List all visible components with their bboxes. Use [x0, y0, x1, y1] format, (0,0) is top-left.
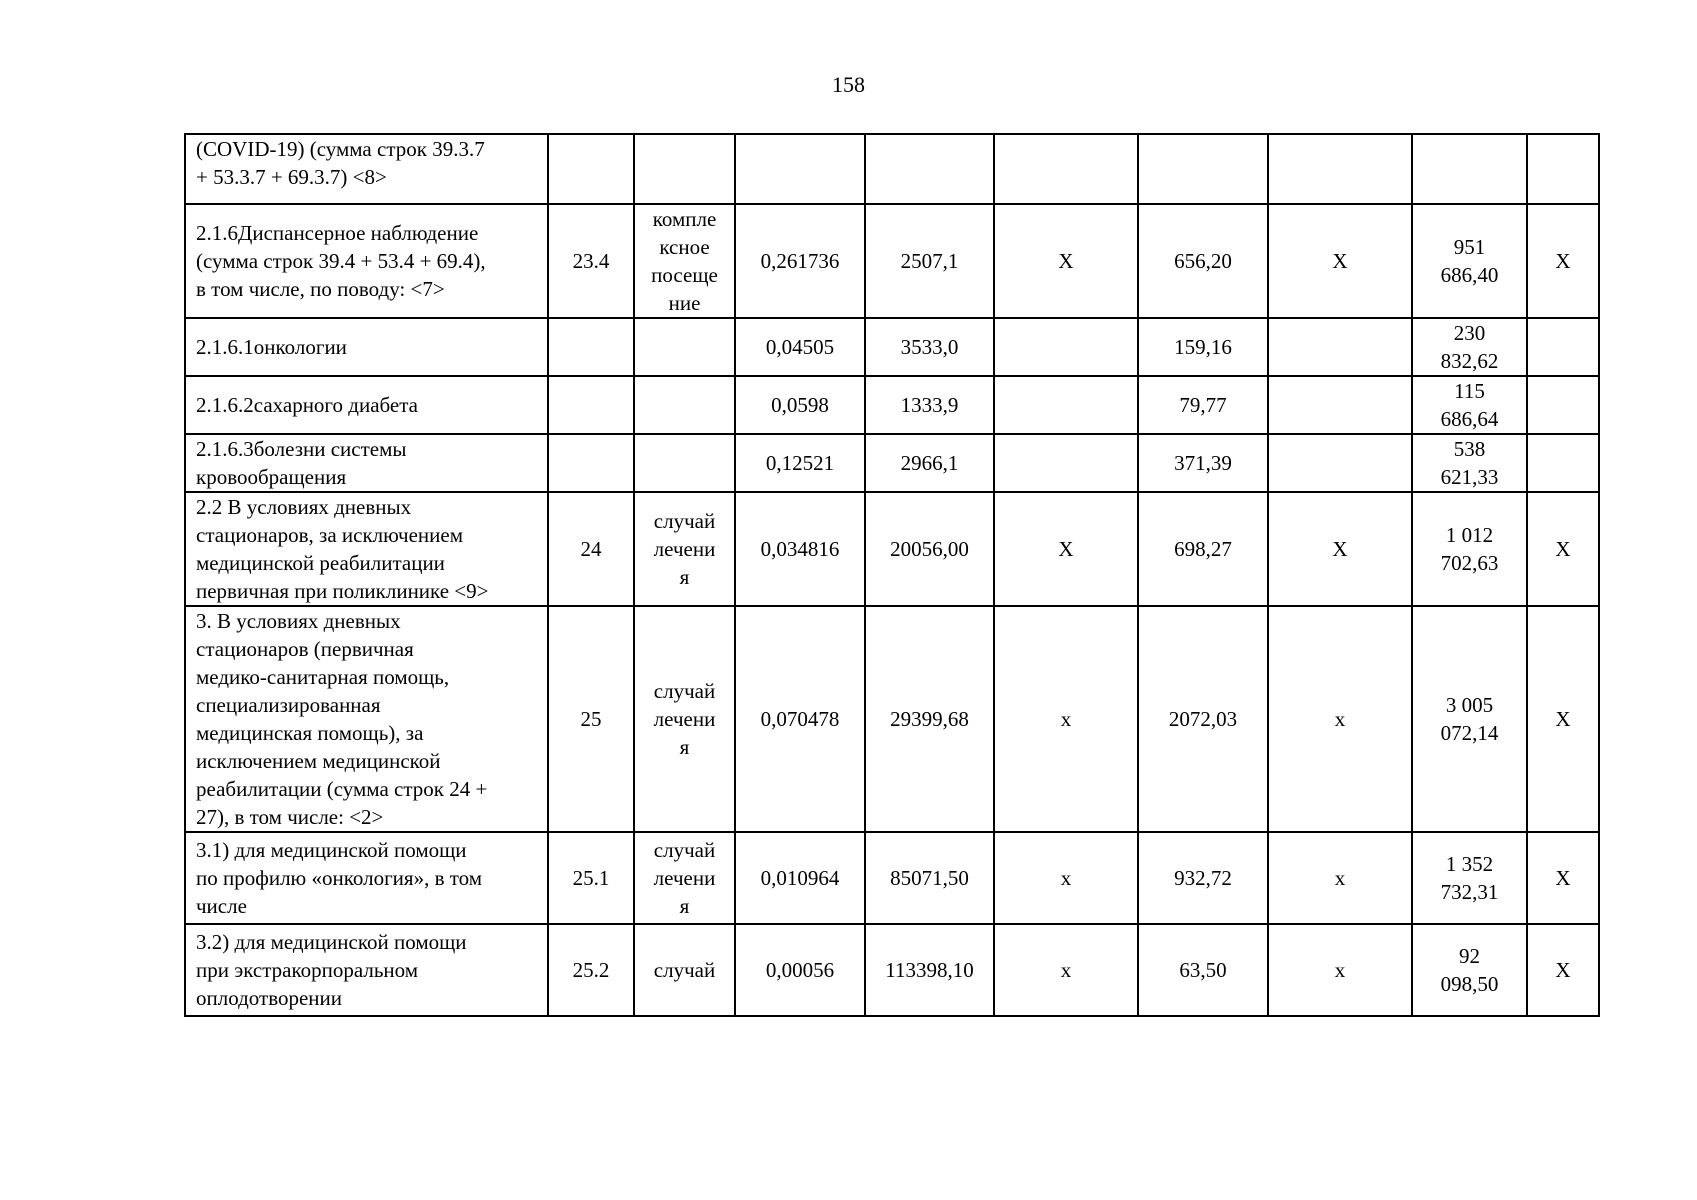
row-name-cell — [185, 492, 548, 606]
data-table — [184, 133, 1600, 1017]
unit-cell — [634, 204, 735, 318]
cell-text: 159,16 — [1174, 335, 1232, 359]
cell-text: 25 — [580, 707, 602, 731]
cell-text: 2.1.6.1онкологии — [196, 335, 347, 359]
page-number: 158 — [832, 72, 865, 97]
x-mark-cell — [1527, 204, 1599, 318]
volume-cell — [735, 134, 865, 204]
cell-text: 1 012 702,63 — [1440, 523, 1499, 575]
unit-cell — [634, 318, 735, 376]
volume-cell — [735, 204, 865, 318]
x-mark-cell — [1268, 204, 1412, 318]
volume-cell — [735, 924, 865, 1016]
cost-cell — [865, 492, 994, 606]
unit-cell — [634, 492, 735, 606]
x-mark-cell — [1527, 832, 1599, 924]
cell-text: x — [1334, 707, 1346, 731]
amount-cell — [1138, 204, 1268, 318]
x-mark-cell — [994, 606, 1138, 832]
x-mark-cell — [1268, 924, 1412, 1016]
volume-cell — [735, 492, 865, 606]
amount-cell — [1138, 832, 1268, 924]
x-mark-cell — [994, 492, 1138, 606]
x-mark-cell — [994, 134, 1138, 204]
row-name-cell — [185, 606, 548, 832]
cell-text: 371,39 — [1174, 451, 1232, 475]
unit-cell — [634, 434, 735, 492]
cell-text: случай — [653, 958, 716, 982]
volume-cell — [735, 832, 865, 924]
cell-text: X — [1555, 866, 1571, 890]
table-row — [185, 318, 1599, 376]
cell-text: 0,00056 — [765, 958, 835, 982]
table-row — [185, 606, 1599, 832]
table-row — [185, 376, 1599, 434]
cell-text: 3.2) для медицинской помощи при экстракорпоральном оплодотворении — [196, 930, 467, 1010]
row-code-cell — [548, 832, 634, 924]
cell-text: 932,72 — [1174, 866, 1232, 890]
cell-text: X — [1555, 537, 1571, 561]
cell-text: 92 098,50 — [1440, 944, 1499, 996]
row-name-cell — [185, 924, 548, 1016]
amount-cell — [1138, 434, 1268, 492]
cost-cell — [865, 318, 994, 376]
cell-text: 1 352 732,31 — [1440, 852, 1499, 904]
x-mark-cell — [1527, 924, 1599, 1016]
cell-text: 2.1.6.3болезни системы кровообращения — [196, 437, 407, 489]
cost-cell — [865, 832, 994, 924]
unit-cell — [634, 376, 735, 434]
cell-text: 1333,9 — [900, 393, 959, 417]
x-mark-cell — [1527, 318, 1599, 376]
row-code-cell — [548, 924, 634, 1016]
cell-text: X — [1058, 249, 1074, 273]
x-mark-cell — [994, 204, 1138, 318]
table-body — [185, 134, 1599, 1016]
cell-text: 113398,10 — [885, 958, 974, 982]
cell-text: 3. В условиях дневных стационаров (первичная медико-санитарная помощь, специализированная медицинская помощь), за исключением медицинской реабилитации (сумма строк 24 + 27), в том числе: <2> — [196, 609, 488, 829]
cell-text: 0,261736 — [760, 249, 840, 273]
cell-text: 20056,00 — [890, 537, 969, 561]
table-row — [185, 204, 1599, 318]
row-code-cell — [548, 492, 634, 606]
total-cell — [1412, 134, 1527, 204]
x-mark-cell — [1268, 134, 1412, 204]
cell-text: 2.1.6.2сахарного диабета — [196, 393, 418, 417]
unit-cell — [634, 134, 735, 204]
table-row — [185, 832, 1599, 924]
cell-text: 25.2 — [572, 958, 610, 982]
cell-text: 0,070478 — [760, 707, 840, 731]
row-name-cell — [185, 434, 548, 492]
row-name-cell — [185, 134, 548, 204]
x-mark-cell — [1268, 376, 1412, 434]
x-mark-cell — [1268, 832, 1412, 924]
cell-text: 85071,50 — [890, 866, 969, 890]
cell-text: x — [1060, 958, 1072, 982]
cell-text: 230 832,62 — [1440, 321, 1499, 373]
amount-cell — [1138, 924, 1268, 1016]
cell-text: 656,20 — [1174, 249, 1232, 273]
row-code-cell — [548, 204, 634, 318]
cell-text: случай лечени я — [653, 679, 716, 759]
cell-text: 698,27 — [1174, 537, 1232, 561]
cost-cell — [865, 924, 994, 1016]
cell-text: 0,12521 — [765, 451, 835, 475]
row-code-cell — [548, 606, 634, 832]
cell-text: 2507,1 — [900, 249, 959, 273]
x-mark-cell — [1527, 134, 1599, 204]
x-mark-cell — [1268, 434, 1412, 492]
cost-cell — [865, 204, 994, 318]
cell-text: x — [1334, 958, 1346, 982]
total-cell — [1412, 924, 1527, 1016]
cell-text: случай лечени я — [653, 838, 716, 918]
cell-text: X — [1555, 249, 1571, 273]
unit-cell — [634, 832, 735, 924]
row-code-cell — [548, 376, 634, 434]
table-row — [185, 134, 1599, 204]
cell-text: 29399,68 — [890, 707, 969, 731]
cell-text: 2.1.6Диспансерное наблюдение (сумма строк 39.4 + 53.4 + 69.4), в том числе, по поводу: <7> — [196, 221, 486, 301]
cost-cell — [865, 134, 994, 204]
cell-text: x — [1334, 866, 1346, 890]
cell-text: 0,0598 — [771, 393, 829, 417]
total-cell — [1412, 434, 1527, 492]
x-mark-cell — [994, 376, 1138, 434]
row-name-cell — [185, 204, 548, 318]
cell-text: X — [1058, 537, 1074, 561]
row-name-cell — [185, 832, 548, 924]
total-cell — [1412, 204, 1527, 318]
cell-text: 24 — [580, 537, 602, 561]
row-code-cell — [548, 434, 634, 492]
x-mark-cell — [1527, 376, 1599, 434]
x-mark-cell — [1268, 318, 1412, 376]
cell-text: x — [1060, 707, 1072, 731]
cell-text: 0,034816 — [760, 537, 840, 561]
volume-cell — [735, 318, 865, 376]
x-mark-cell — [994, 832, 1138, 924]
x-mark-cell — [994, 318, 1138, 376]
cell-text: 0,04505 — [765, 335, 835, 359]
row-name-cell — [185, 376, 548, 434]
cell-text: (COVID-19) (сумма строк 39.3.7 + 53.3.7 + 69.3.7) <8> — [196, 137, 485, 189]
volume-cell — [735, 376, 865, 434]
cell-text: 2966,1 — [900, 451, 959, 475]
x-mark-cell — [1268, 606, 1412, 832]
cell-text: 23.4 — [572, 249, 610, 273]
cell-text: X — [1332, 249, 1348, 273]
cell-text: 63,50 — [1179, 958, 1227, 982]
total-cell — [1412, 318, 1527, 376]
cell-text: x — [1060, 866, 1072, 890]
total-cell — [1412, 832, 1527, 924]
x-mark-cell — [1527, 606, 1599, 832]
cell-text: 2.2 В условиях дневных стационаров, за исключением медицинской реабилитации первичная при поликлинике <9> — [196, 495, 489, 603]
cell-text: 3.1) для медицинской помощи по профилю «онкология», в том числе — [196, 838, 483, 918]
amount-cell — [1138, 376, 1268, 434]
total-cell — [1412, 376, 1527, 434]
row-code-cell — [548, 134, 634, 204]
unit-cell — [634, 606, 735, 832]
x-mark-cell — [994, 924, 1138, 1016]
row-name-cell — [185, 318, 548, 376]
total-cell — [1412, 492, 1527, 606]
volume-cell — [735, 434, 865, 492]
amount-cell — [1138, 318, 1268, 376]
amount-cell — [1138, 606, 1268, 832]
cell-text: X — [1555, 707, 1571, 731]
cell-text: 538 621,33 — [1440, 437, 1499, 489]
cost-cell — [865, 376, 994, 434]
amount-cell — [1138, 134, 1268, 204]
cell-text: 0,010964 — [760, 866, 840, 890]
x-mark-cell — [994, 434, 1138, 492]
table-row — [185, 924, 1599, 1016]
volume-cell — [735, 606, 865, 832]
table-row — [185, 434, 1599, 492]
amount-cell — [1138, 492, 1268, 606]
cell-text: 951 686,40 — [1440, 235, 1499, 287]
cell-text: 115 686,64 — [1440, 379, 1499, 431]
table-row — [185, 492, 1599, 606]
cell-text: 3 005 072,14 — [1440, 693, 1499, 745]
cell-text: X — [1555, 958, 1571, 982]
cell-text: 25.1 — [572, 866, 610, 890]
x-mark-cell — [1268, 492, 1412, 606]
cell-text: компле ксное посеще ние — [651, 207, 718, 315]
x-mark-cell — [1527, 492, 1599, 606]
cell-text: X — [1332, 537, 1348, 561]
cell-text: 79,77 — [1179, 393, 1227, 417]
total-cell — [1412, 606, 1527, 832]
cell-text: 2072,03 — [1168, 707, 1238, 731]
unit-cell — [634, 924, 735, 1016]
x-mark-cell — [1527, 434, 1599, 492]
cost-cell — [865, 606, 994, 832]
cost-cell — [865, 434, 994, 492]
row-code-cell — [548, 318, 634, 376]
cell-text: 3533,0 — [900, 335, 959, 359]
cell-text: случай лечени я — [653, 509, 716, 589]
